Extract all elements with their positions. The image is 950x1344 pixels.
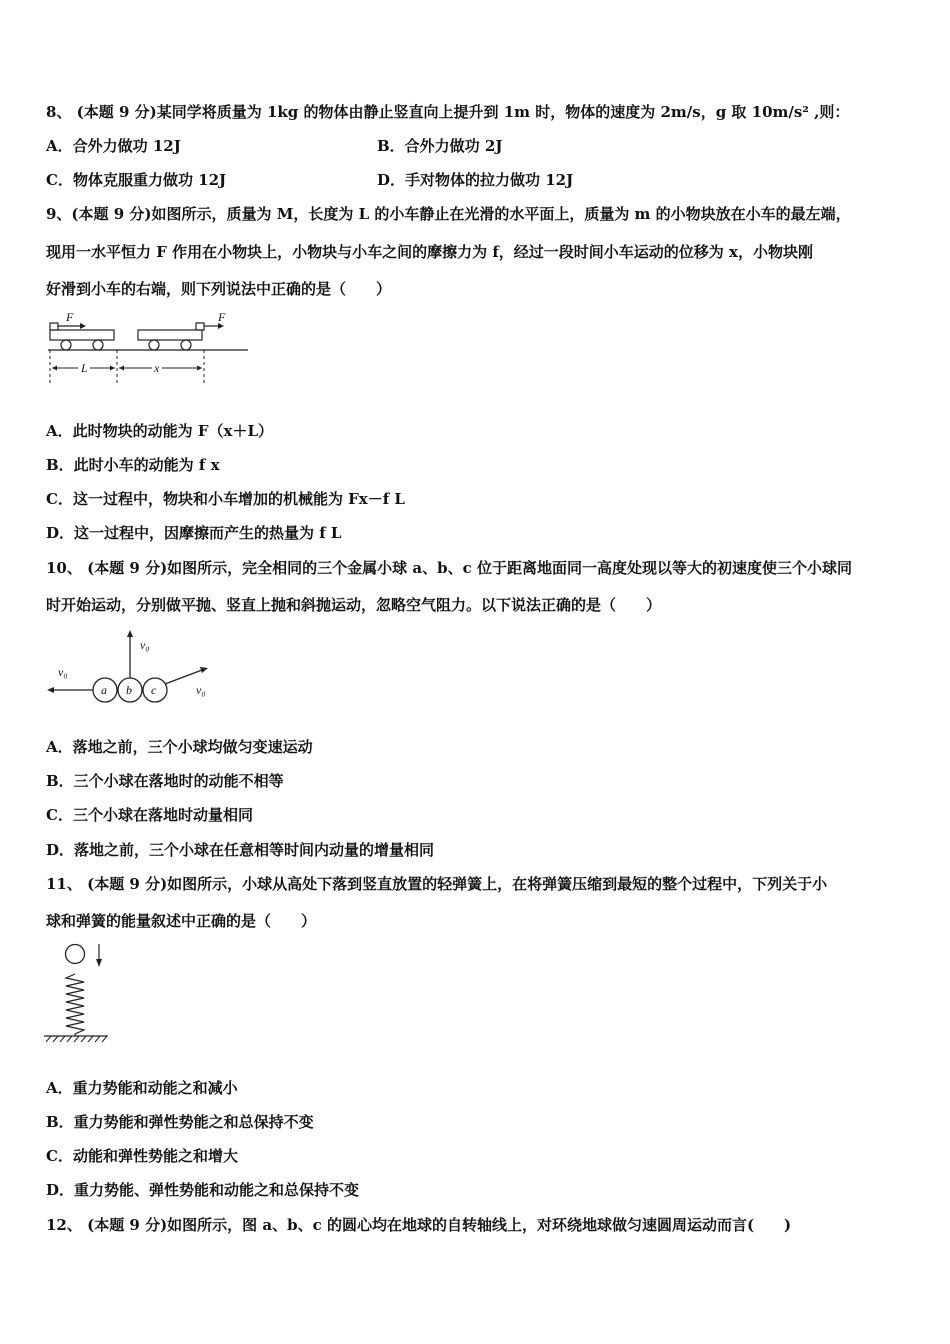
left-cart-wheel: [93, 340, 103, 350]
q11-option-d: D．重力势能、弹性势能和动能之和总保持不变: [46, 1181, 360, 1199]
q8-option-c: C．物体克服重力做功 12J: [46, 171, 227, 189]
left-velocity-label: v₀: [58, 665, 68, 679]
q10-stem-line-2: 时开始运动，分别做平抛、竖直上抛和斜抛运动，忽略空气阻力。以下说法正确的是（ ）: [46, 596, 662, 614]
oblique-velocity-arrow: [165, 670, 202, 684]
q8-option-d: D．手对物体的拉力做功 12J: [377, 171, 574, 189]
q10-option-c: C．三个小球在落地时动量相同: [46, 806, 253, 824]
left-cart-body: [50, 330, 114, 340]
oblique-velocity-label: v₀: [196, 683, 206, 697]
left-block: [50, 323, 58, 330]
ball-c-label: c: [151, 683, 157, 697]
ball-a-label: a: [101, 683, 107, 697]
q9-option-d: D．这一过程中，因摩擦而产生的热量为 f L: [46, 524, 342, 542]
q9-option-a: A．此时物块的动能为 F（x＋L）: [46, 422, 274, 440]
q11-option-a: A．重力势能和动能之和减小: [46, 1079, 238, 1097]
q11-option-b: B．重力势能和弹性势能之和总保持不变: [46, 1113, 314, 1131]
q9-cart-figure: [44, 306, 254, 388]
falling-ball: [66, 945, 85, 964]
right-cart-wheel: [149, 340, 159, 350]
q10-balls-figure: [44, 626, 224, 710]
q12-stem: 12、 (本题 9 分)如图所示，图 a、b、c 的圆心均在地球的自转轴线上，对环绕地球做匀速圆周运动而言( ): [46, 1216, 792, 1234]
left-cart-wheel: [61, 340, 71, 350]
right-cart-wheel: [181, 340, 191, 350]
q8-option-b: B．合外力做功 2J: [377, 137, 503, 155]
right-force-label: F: [218, 310, 226, 324]
length-label: L: [81, 361, 88, 375]
displacement-label: x: [154, 361, 160, 375]
q8-stem: 8、 (本题 9 分)某同学将质量为 1kg 的物体由静止竖直向上提升到 1m 时，物体的速度为 2m/s，g 取 10m/s² ,则：: [46, 103, 850, 121]
q11-stem-line-2: 球和弹簧的能量叙述中正确的是（ ）: [46, 912, 317, 930]
q9-option-b: B．此时小车的动能为 f x: [46, 456, 220, 474]
q9-stem-line-1: 9、(本题 9 分)如图所示，质量为 M，长度为 L 的小车静止在光滑的水平面上，质量为 m 的小物块放在小车的最左端，: [46, 205, 851, 223]
right-cart-body: [138, 330, 202, 340]
q10-option-d: D．落地之前，三个小球在任意相等时间内动量的增量相同: [46, 841, 435, 859]
q9-stem-line-2: 现用一水平恒力 F 作用在小物块上，小物块与小车之间的摩擦力为 f，经过一段时间小车运动的位移为 x，小物块刚: [46, 243, 813, 261]
left-force-label: F: [66, 310, 74, 324]
q9-option-c: C．这一过程中，物块和小车增加的机械能为 Fx－f L: [46, 490, 405, 508]
q11-stem-line-1: 11、 (本题 9 分)如图所示，小球从高处下落到竖直放置的轻弹簧上，在将弹簧压缩到最短的整个过程中，下列关于小: [46, 875, 828, 893]
q11-option-c: C．动能和弹性势能之和增大: [46, 1147, 238, 1165]
q8-option-a: A．合外力做功 12J: [46, 137, 181, 155]
spring: [66, 974, 84, 1036]
right-block: [196, 323, 204, 330]
q10-option-a: A．落地之前，三个小球均做匀变速运动: [46, 738, 313, 756]
q9-stem-line-3: 好滑到小车的右端，则下列说法中正确的是（ ）: [46, 280, 392, 298]
q10-option-b: B．三个小球在落地时的动能不相等: [46, 772, 284, 790]
q11-spring-figure: [42, 940, 116, 1046]
up-velocity-label: v₀: [140, 638, 150, 652]
left-force-arrowhead: [80, 323, 86, 329]
q10-stem-line-1: 10、 (本题 9 分)如图所示，完全相同的三个金属小球 a、b、c 位于距离地面同一高度处现以等大的初速度使三个小球同: [46, 559, 852, 577]
ball-b-label: b: [126, 683, 132, 697]
